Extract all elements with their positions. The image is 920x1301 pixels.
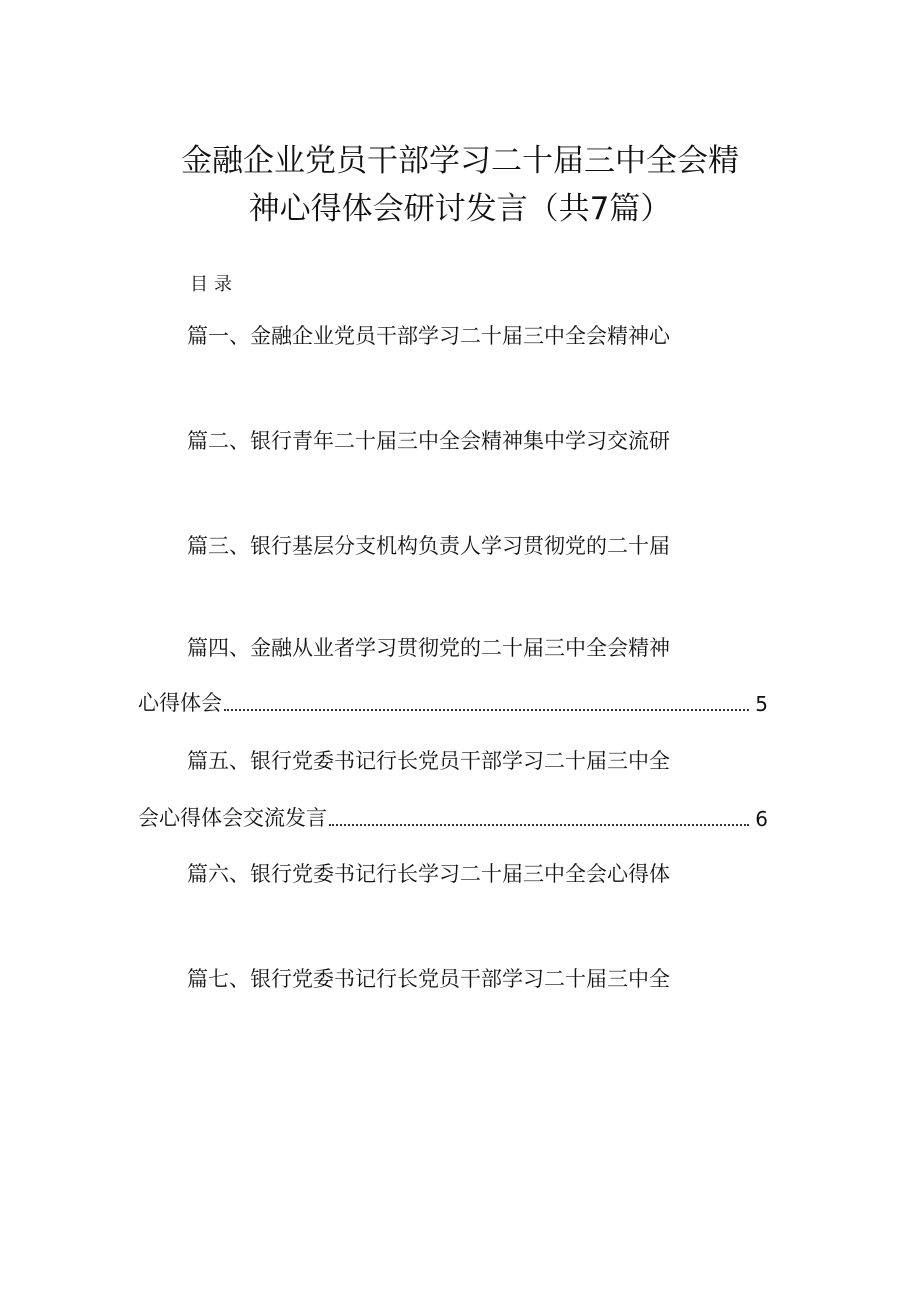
dot-leader [224, 709, 749, 711]
toc-entry-5-page: 6 [755, 807, 768, 831]
dot-leader [329, 824, 749, 826]
toc-entry-7[interactable]: 篇七、银行党委书记行长党员干部学习二十届三中全 [187, 967, 670, 991]
toc-entry-4[interactable]: 篇四、金融从业者学习贯彻党的二十届三中全会精神 [187, 636, 670, 660]
toc-entry-2[interactable]: 篇二、银行青年二十届三中全会精神集中学习交流研 [187, 429, 670, 453]
toc-entry-5[interactable]: 篇五、银行党委书记行长党员干部学习二十届三中全 [187, 749, 670, 773]
toc-entry-3[interactable]: 篇三、银行基层分支机构负责人学习贯彻党的二十届 [187, 534, 670, 558]
toc-entry-4-page: 5 [755, 692, 768, 716]
toc-heading: 目录 [190, 274, 238, 295]
toc-entry-6[interactable]: 篇六、银行党委书记行长学习二十届三中全会心得体 [187, 862, 670, 886]
toc-entry-4-continuation[interactable] [138, 693, 768, 714]
toc-entry-4-text: 心得体会 [138, 691, 222, 715]
document-title-line-2: 神心得体会研讨发言（共7篇） [248, 191, 672, 227]
toc-entry-5-continuation[interactable] [138, 808, 768, 829]
toc-entry-1[interactable]: 篇一、金融企业党员干部学习二十届三中全会精神心 [187, 324, 670, 348]
toc-entry-5-text: 会心得体会交流发言 [138, 806, 327, 830]
document-title-line-1: 金融企业党员干部学习二十届三中全会精 [181, 143, 739, 179]
